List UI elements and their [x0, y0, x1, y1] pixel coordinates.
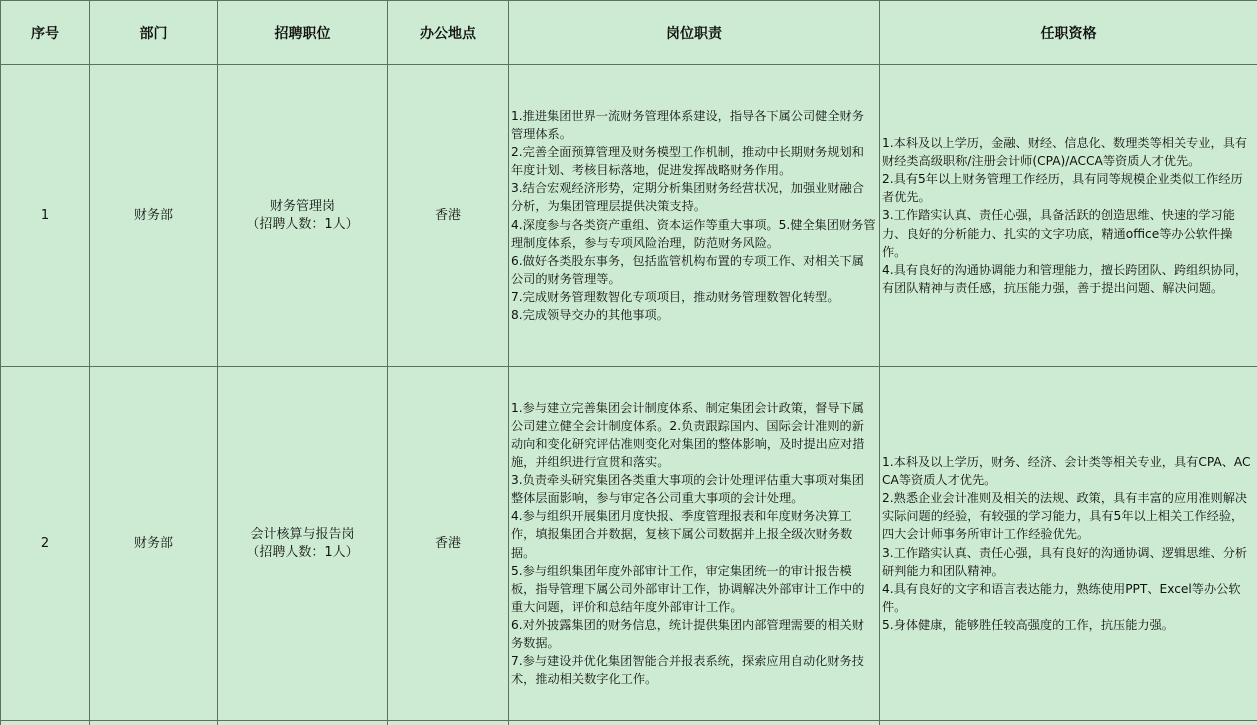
- duty-item: 5.参与组织集团年度外部审计工作，审定集团统一的审计报告模板，指导管理下属公司外部审计工作，协调解决外部审计工作中的重大问题，评价和总结年度外部审计工作。: [511, 563, 865, 614]
- position-title: 会计核算与报告岗: [250, 526, 355, 542]
- requirement-item: 4.具有良好的沟通协调能力和管理能力，擅长跨团队、跨组织协同，有团队精神与责任感，抗压能力强，善于提出问题、解决问题。: [882, 262, 1248, 295]
- requirement-item: 1.本科及以上学历，金融、财经、信息化、数理类等相关专业，具有财经类高级职称/注册会计师(CPA)/ACCA等资质人才优先。: [882, 136, 1248, 169]
- requirement-item: 1.本科及以上学历，财务、经济、会计类等相关专业，具有CPA、ACCA等资质人才优先。: [882, 455, 1251, 488]
- cell-no: 2: [1, 367, 90, 721]
- header-dept: 部门: [90, 1, 218, 65]
- duty-item: 3.负责牵头研究集团各类重大事项的会计处理评估重大事项对集团整体层面影响，参与审定各公司重大事项的会计处理。: [511, 473, 864, 506]
- cell-duties: [509, 65, 880, 367]
- empty-cell: [218, 721, 388, 725]
- requirement-item: 2.具有5年以上财务管理工作经历，具有同等规模企业类似工作经历者优先。: [882, 172, 1243, 205]
- empty-cell: [388, 721, 509, 725]
- duty-item: 4.参与组织开展集团月度快报、季度管理报表和年度财务决算工作，填报集团合并数据，复核下属公司数据并上报全级次财务数据。: [511, 509, 853, 560]
- duty-item: 1.参与建立完善集团会计制度体系、制定集团会计政策，督导下属公司建立健全会计制度体系。2.负责跟踪国内、国际会计准则的新动向和变化研究评估准则变化对集团的整体影响，及时提出应对措施，并组织进行宣贯和落实。: [511, 400, 865, 470]
- requirement-item: 2.熟悉企业会计准则及相关的法规、政策，具有丰富的应用准则解决实际问题的经验，有较强的学习能力，具有5年以上相关工作经验，四大会计师事务所审计工作经验优先。: [882, 491, 1248, 542]
- cell-no: 1: [1, 65, 90, 367]
- cell-duties: [509, 367, 880, 721]
- table-row: [1, 65, 1257, 367]
- header-position: 招聘职位: [218, 1, 388, 65]
- header-no: 序号: [1, 1, 90, 65]
- duty-item: 2.完善全面预算管理及财务模型工作机制，推动中长期财务规划和年度计划、考核目标落地，促进发挥战略财务作用。: [511, 145, 864, 178]
- duty-item: 7.参与建设并优化集团智能合并报表系统，探索应用自动化财务技术，推动相关数字化工作。: [511, 654, 864, 687]
- requirement-item: 3.工作踏实认真、责任心强，具备活跃的创造思维、快速的学习能力、良好的分析能力、扎实的文字功底，精通office等办公软件操作。: [882, 208, 1235, 259]
- duty-item: 6.做好各类股东事务，包括监管机构布置的专项工作、对相关下属公司的财务管理等。: [511, 253, 864, 286]
- requirement-item: 5.身体健康，能够胜任较高强度的工作，抗压能力强。: [882, 617, 1174, 632]
- empty-cell: [90, 721, 218, 725]
- cell-position: [218, 65, 388, 367]
- duty-item: 3.结合宏观经济形势，定期分析集团财务经营状况，加强业财融合分析，为集团管理层提供决策支持。: [511, 181, 864, 214]
- cell-location: 香港: [388, 65, 509, 367]
- cell-requirements: [880, 65, 1257, 367]
- header-duties: 岗位职责: [509, 1, 880, 65]
- requirement-item: 3.工作踏实认真、责任心强，具有良好的沟通协调、逻辑思维、分析研判能力和团队精神。: [882, 545, 1248, 578]
- requirement-item: 4.具有良好的文字和语言表达能力，熟练使用PPT、Excel等办公软件。: [882, 581, 1241, 614]
- cell-location: 香港: [388, 367, 509, 721]
- duty-item: 8.完成领导交办的其他事项。: [511, 307, 669, 322]
- position-title: 财务管理岗: [269, 198, 335, 214]
- duty-item: 4.深度参与各类资产重组、资本运作等重大事项。5.健全集团财务管理制度体系，参与专项风险治理，防范财务风险。: [511, 217, 876, 250]
- duty-item: 7.完成财务管理数智化专项项目，推动财务管理数智化转型。: [511, 289, 840, 304]
- header-location: 办公地点: [388, 1, 509, 65]
- table-row: [1, 367, 1257, 721]
- position-quota: （招聘人数：1人）: [246, 544, 359, 560]
- position-quota: （招聘人数：1人）: [246, 216, 359, 232]
- header-requirements: 任职资格: [880, 1, 1257, 65]
- table-row-partial: [1, 721, 1257, 725]
- cell-dept: 财务部: [90, 367, 218, 721]
- empty-cell: [880, 721, 1257, 725]
- duty-item: 6.对外披露集团的财务信息，统计提供集团内部管理需要的相关财务数据。: [511, 617, 864, 650]
- duty-item: 1.推进集团世界一流财务管理体系建设，指导各下属公司健全财务管理体系。: [511, 108, 864, 142]
- cell-requirements: [880, 367, 1257, 721]
- cell-dept: 财务部: [90, 65, 218, 367]
- header-row: [1, 1, 1257, 65]
- empty-cell: [1, 721, 90, 725]
- cell-position: [218, 367, 388, 721]
- empty-cell: [509, 721, 880, 725]
